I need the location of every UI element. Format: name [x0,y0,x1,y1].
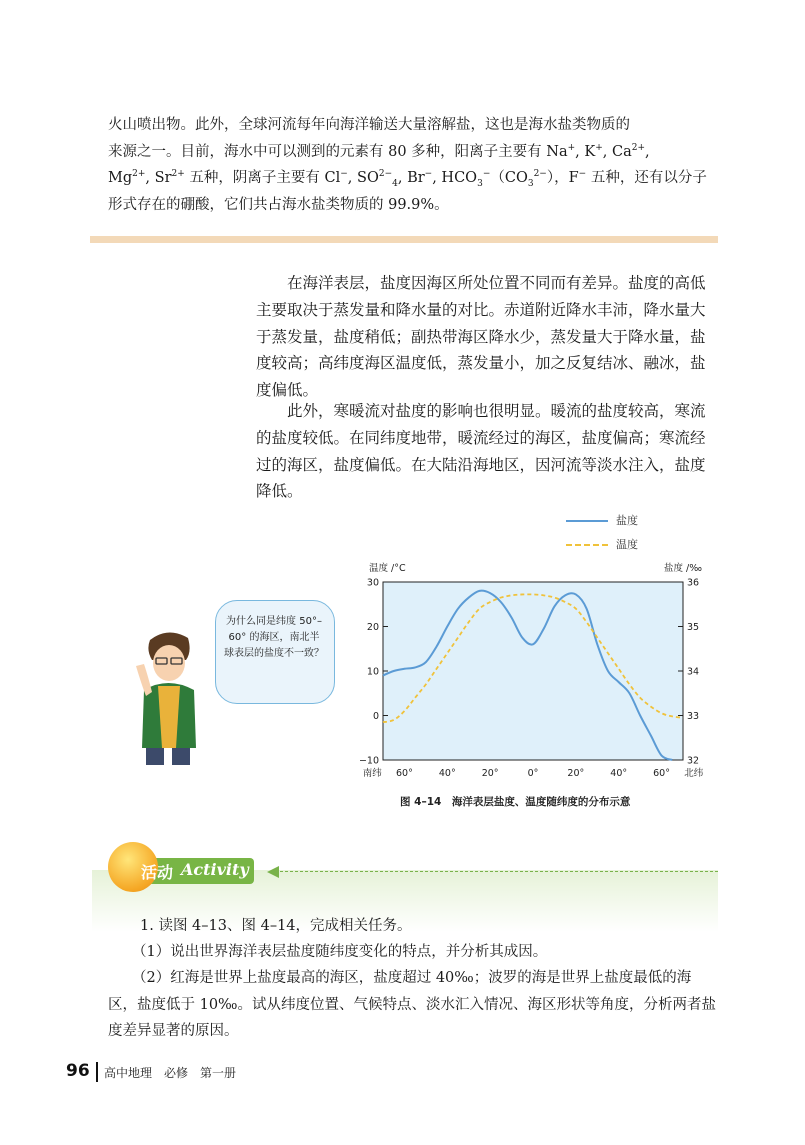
right-tick-label: 32 [687,755,700,767]
plot-area [383,582,683,760]
x-tick-label: 南纬 [362,768,382,779]
activity-dashed-line [280,871,718,872]
x-tick-label: 20° [481,768,499,779]
legend-salinity-line [566,520,608,522]
x-tick-label: 20° [567,768,585,779]
left-tick-label: 10 [366,666,379,678]
left-tick-label: 30 [366,577,379,589]
legend-temperature-label: 温度 [616,538,638,551]
activity-task-1-2: （2）红海是世界上盐度最高的海区，盐度超过 40‰；波罗的海是世界上盐度最低的海区，盐度低于 10‰。试从纬度位置、气候特点、淡水汇入情况、海区形状等角度，分析两者盐度差异显著的原因。 [108,970,717,1039]
activity-label: 活动 [141,863,174,882]
latitude-chart [355,560,710,785]
footer-divider [96,1062,98,1082]
body-paragraph-1: 在海洋表层，盐度因海区所处位置不同而有差异。盐度的高低主要取决于蒸发量和降水量的对比。赤道附近降水丰沛，降水量大于蒸发量，盐度稍低；副热带海区降水少，蒸发量大于降水量，盐度较高；高纬度海区温度低，蒸发量小，加之反复结冰、融冰，盐度偏低。 [256,274,706,400]
right-tick-label: 36 [687,577,700,589]
question-text: 为什么同是纬度 50°–60° 的海区，南北半球表层的盐度不一致？ [224,616,324,659]
x-tick-label: 60° [653,768,670,779]
x-tick-label: 北纬 [684,768,704,779]
right-tick-label: 33 [687,711,700,722]
right-axis-label: 盐度 /‰ [664,563,702,574]
left-axis-label: 温度 /°C [369,563,406,574]
intro-line-2: 来源之一。目前，海水中可以测到的元素有 80 多种，阳离子主要有 Na+, K+, $Ca^{2+}$, [108,142,650,160]
right-tick-label: 35 [687,622,700,633]
activity-task-1-1: （1）说出世界海洋表层盐度随纬度变化的特点，并分析其成因。 [132,944,548,960]
intro-line-3: $Mg^{2+}$, $Sr^{2+}$ 五种，阴离子主要有 Cl−, $SO^{2-}_4$, Br−, $HCO_3^-(CO_3^{2-})$，F− 五种，还有以分子 [108,169,707,189]
x-tick-label: 0° [527,768,539,779]
student-illustration [128,630,208,765]
legend-salinity-label: 盐度 [616,514,638,527]
legend-temperature-line [566,544,608,546]
right-tick-label: 34 [687,666,700,678]
intro-line-1: 火山喷出物。此外，全球河流每年向海洋输送大量溶解盐，这也是海水盐类物质的 [108,117,630,133]
figure-caption: 图 4–14 海洋表层盐度、温度随纬度的分布示意 [400,796,631,808]
activity-task-1: 1. 读图 4–13、图 4–14，完成相关任务。 [140,918,412,934]
x-tick-label: 40° [438,768,456,779]
activity-label-en: Activity [181,860,249,879]
x-tick-label: 60° [396,768,413,779]
left-tick-label: 20 [366,622,379,633]
activity-arrow-tip [267,866,279,878]
book-title: 高中地理 必修 第一册 [104,1066,237,1080]
page-number: 96 [66,1061,90,1081]
left-tick-label: −10 [358,755,379,767]
intro-paragraph [108,112,708,218]
left-tick-label: 0 [372,711,379,722]
intro-line-4: 形式存在的硼酸，它们共占海水盐类物质的 99.9%。 [108,196,449,213]
body-paragraph-2: 此外，寒暖流对盐度的影响也很明显。暖流的盐度较高，寒流的盐度较低。在同纬度地带，暖流经过的海区，盐度偏高；寒流经过的海区，盐度偏低。在大陆沿海地区，因河流等淡水注入，盐度降低。 [256,402,706,501]
section-divider [90,236,718,243]
x-tick-label: 40° [610,768,628,779]
